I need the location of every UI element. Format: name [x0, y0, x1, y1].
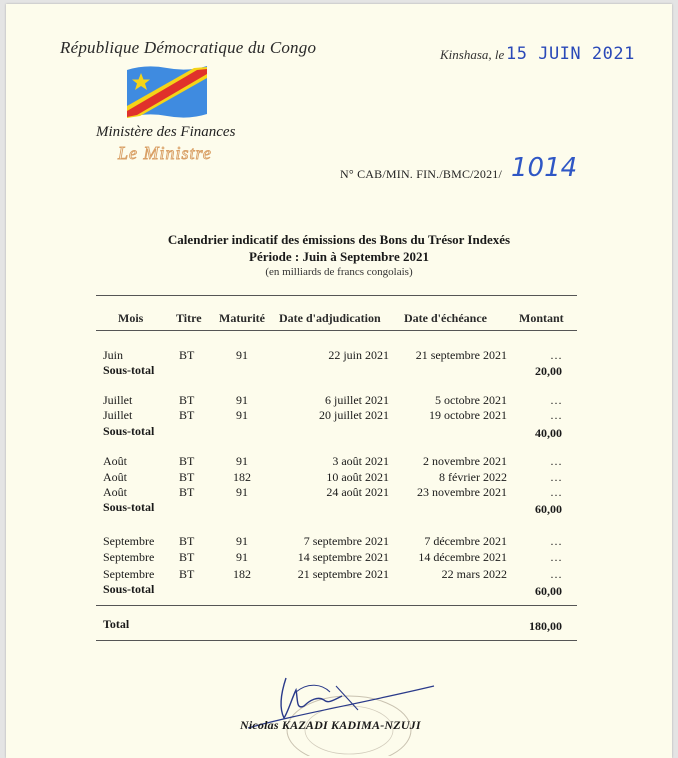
- row-mois: Août: [103, 470, 127, 484]
- row-maturite: 182: [233, 567, 251, 581]
- row-mois: Juillet: [103, 408, 133, 422]
- document-page: [6, 4, 672, 758]
- subtotal-label: Sous-total: [103, 582, 155, 596]
- row-maturite: 91: [236, 534, 248, 548]
- header-montant: Montant: [519, 311, 564, 325]
- document-title: Calendrier indicatif des émissions des Bons du Trésor Indexés: [167, 232, 511, 247]
- date-stamp: 15 JUIN 2021: [506, 44, 635, 64]
- header-titre: Titre: [176, 311, 202, 325]
- row-date-echeance: 19 octobre 2021: [429, 408, 507, 422]
- total-value: 180,00: [529, 619, 562, 633]
- total-top-rule: [96, 605, 577, 606]
- row-date-echeance: 14 décembre 2021: [418, 550, 507, 564]
- drc-flag-icon: [124, 62, 210, 120]
- row-date-echeance: 21 septembre 2021: [415, 348, 507, 362]
- row-maturite: 91: [236, 348, 248, 362]
- row-date-adjudication: 22 juin 2021: [328, 348, 389, 362]
- row-date-echeance: 2 novembre 2021: [423, 454, 507, 468]
- row-date-adjudication: 21 septembre 2021: [297, 567, 389, 581]
- row-montant: …: [550, 454, 562, 468]
- row-titre: BT: [179, 348, 195, 362]
- row-montant: …: [550, 485, 562, 499]
- row-maturite: 182: [233, 470, 251, 484]
- table-bottom-rule: [96, 640, 577, 641]
- table-header-rule: [96, 330, 577, 331]
- row-maturite: 91: [236, 408, 248, 422]
- row-date-adjudication: 20 juillet 2021: [319, 408, 389, 422]
- row-date-echeance: 22 mars 2022: [441, 567, 507, 581]
- row-mois: Août: [103, 485, 127, 499]
- place-label: Kinshasa, le: [440, 47, 505, 62]
- minister-title: Le Ministre: [118, 143, 212, 163]
- total-label: Total: [103, 617, 130, 631]
- subtotal-value: 60,00: [535, 502, 562, 516]
- row-date-adjudication: 24 août 2021: [326, 485, 389, 499]
- row-mois: Juillet: [103, 393, 133, 407]
- row-maturite: 91: [236, 454, 248, 468]
- header-maturite: Maturité: [219, 311, 265, 325]
- row-maturite: 91: [236, 485, 248, 499]
- row-date-adjudication: 7 septembre 2021: [303, 534, 389, 548]
- row-maturite: 91: [236, 550, 248, 564]
- document-title-block: [6, 232, 672, 278]
- row-montant: …: [550, 393, 562, 407]
- row-mois: Août: [103, 454, 127, 468]
- row-date-echeance: 5 octobre 2021: [435, 393, 507, 407]
- subtotal-label: Sous-total: [103, 363, 155, 377]
- row-mois: Juin: [103, 348, 124, 362]
- header-date-adjudication: Date d'adjudication: [279, 311, 381, 325]
- row-date-adjudication: 14 septembre 2021: [297, 550, 389, 564]
- reference-number-label: N° CAB/MIN. FIN./BMC/2021/: [340, 167, 503, 181]
- row-date-adjudication: 10 août 2021: [326, 470, 389, 484]
- republic-heading: République Démocratique du Congo: [60, 38, 317, 57]
- row-titre: BT: [179, 470, 195, 484]
- row-date-echeance: 8 février 2022: [439, 470, 507, 484]
- row-montant: …: [550, 470, 562, 484]
- document-period: Période : Juin à Septembre 2021: [249, 249, 429, 264]
- row-titre: BT: [179, 454, 195, 468]
- table-top-rule: [96, 295, 577, 296]
- row-mois: Septembre: [103, 550, 155, 564]
- document-units: (en milliards de francs congolais): [265, 266, 413, 278]
- row-mois: Septembre: [103, 567, 155, 581]
- row-montant: …: [550, 567, 562, 581]
- row-titre: BT: [179, 393, 195, 407]
- row-montant: …: [550, 348, 562, 362]
- subtotal-value: 60,00: [535, 584, 562, 598]
- row-titre: BT: [179, 408, 195, 422]
- header-date-echeance: Date d'échéance: [404, 311, 487, 325]
- subtotal-value: 20,00: [535, 364, 562, 378]
- handwritten-reference-number: 1014: [511, 153, 578, 183]
- row-montant: …: [550, 408, 562, 422]
- row-date-echeance: 23 novembre 2021: [417, 485, 507, 499]
- row-date-echeance: 7 décembre 2021: [424, 534, 507, 548]
- row-mois: Septembre: [103, 534, 155, 548]
- row-titre: BT: [179, 567, 195, 581]
- subtotal-label: Sous-total: [103, 500, 155, 514]
- row-maturite: 91: [236, 393, 248, 407]
- row-titre: BT: [179, 534, 195, 548]
- row-date-adjudication: 3 août 2021: [332, 454, 389, 468]
- subtotal-label: Sous-total: [103, 424, 155, 438]
- row-montant: …: [550, 534, 562, 548]
- header-mois: Mois: [118, 311, 144, 325]
- row-date-adjudication: 6 juillet 2021: [325, 393, 389, 407]
- row-titre: BT: [179, 550, 195, 564]
- signatory-name: Nicolas KAZADI KADIMA-NZUJI: [240, 718, 421, 732]
- ministry-name: Ministère des Finances: [96, 124, 236, 140]
- row-montant: …: [550, 550, 562, 564]
- subtotal-value: 40,00: [535, 426, 562, 440]
- row-titre: BT: [179, 485, 195, 499]
